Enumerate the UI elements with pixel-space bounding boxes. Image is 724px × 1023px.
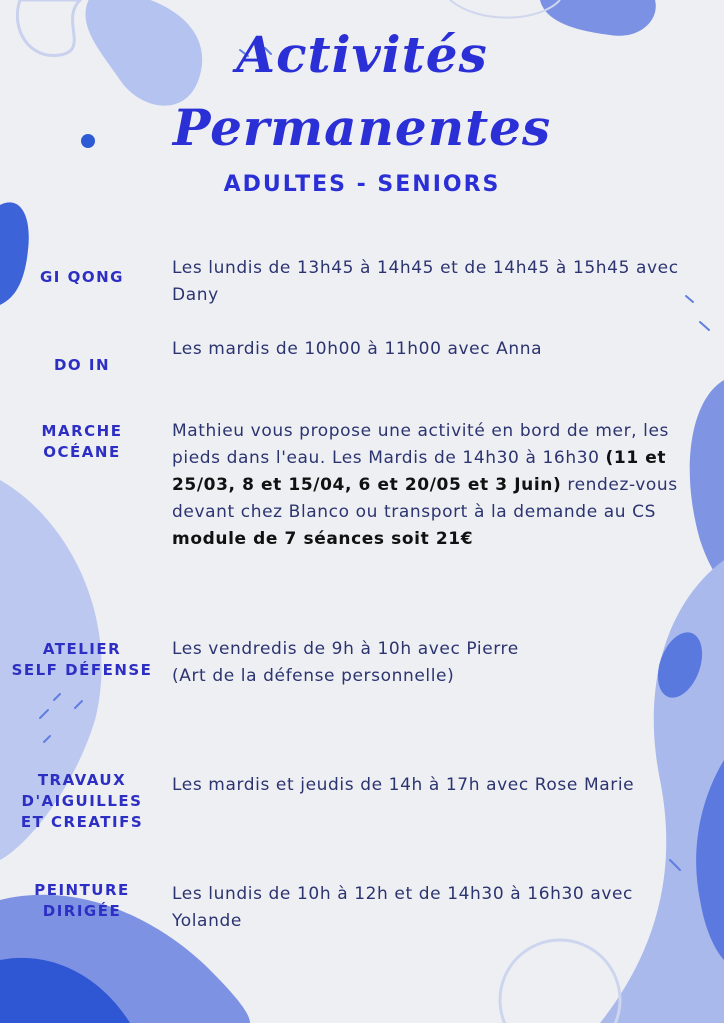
activity-label-self-defense: ATELIER SELF DÉFENSE (11, 640, 153, 679)
desc-module: module de 7 séances soit 21€ (172, 529, 474, 549)
activity-label-do-in: DO IN (53, 356, 111, 374)
activity-label-gi-qong: GI QONG (40, 268, 124, 286)
desc-schedule: Les Mardis de 14h30 à 16h30 (331, 448, 606, 468)
subtitle: ADULTES - SENIORS (223, 172, 501, 197)
activity-label-peinture: PEINTURE DIRIGÉE (34, 881, 130, 920)
desc-intro: Mathieu vous propose une activité en bord de mer, les pieds dans l'eau. (172, 421, 670, 468)
title-line-1: Activités (236, 25, 488, 84)
activity-desc-do-in: Les mardis de 10h00 à 11h00 avec Anna (172, 339, 543, 359)
activity-desc-marche-oceane (172, 418, 692, 553)
activity-label-marche-oceane: MARCHE OCÉANE (41, 422, 123, 461)
activity-label-travaux: TRAVAUX D'AIGUILLES ET CREATIFS (20, 771, 144, 831)
activity-desc-gi-qong: Les lundis de 13h45 à 14h45 et de 14h45 à 15h45 avec Dany (172, 258, 679, 305)
activity-desc-travaux: Les mardis et jeudis de 14h à 17h avec Rose Marie (172, 775, 635, 795)
desc-dates: (11 et 25/03, 8 et 15/04, 6 et 20/05 et 3 Juin) (172, 448, 667, 495)
desc-meeting: rendez-vous devant chez Blanco ou transport à la demande au CS (172, 475, 678, 522)
activity-desc-self-defense: Les vendredis de 9h à 10h avec Pierre (Art de la défense personnelle) (172, 639, 519, 686)
title-line-2: Permanentes (172, 98, 552, 157)
activity-desc-peinture: Les lundis de 10h à 12h et de 14h30 à 16h30 avec Yolande (172, 884, 634, 931)
